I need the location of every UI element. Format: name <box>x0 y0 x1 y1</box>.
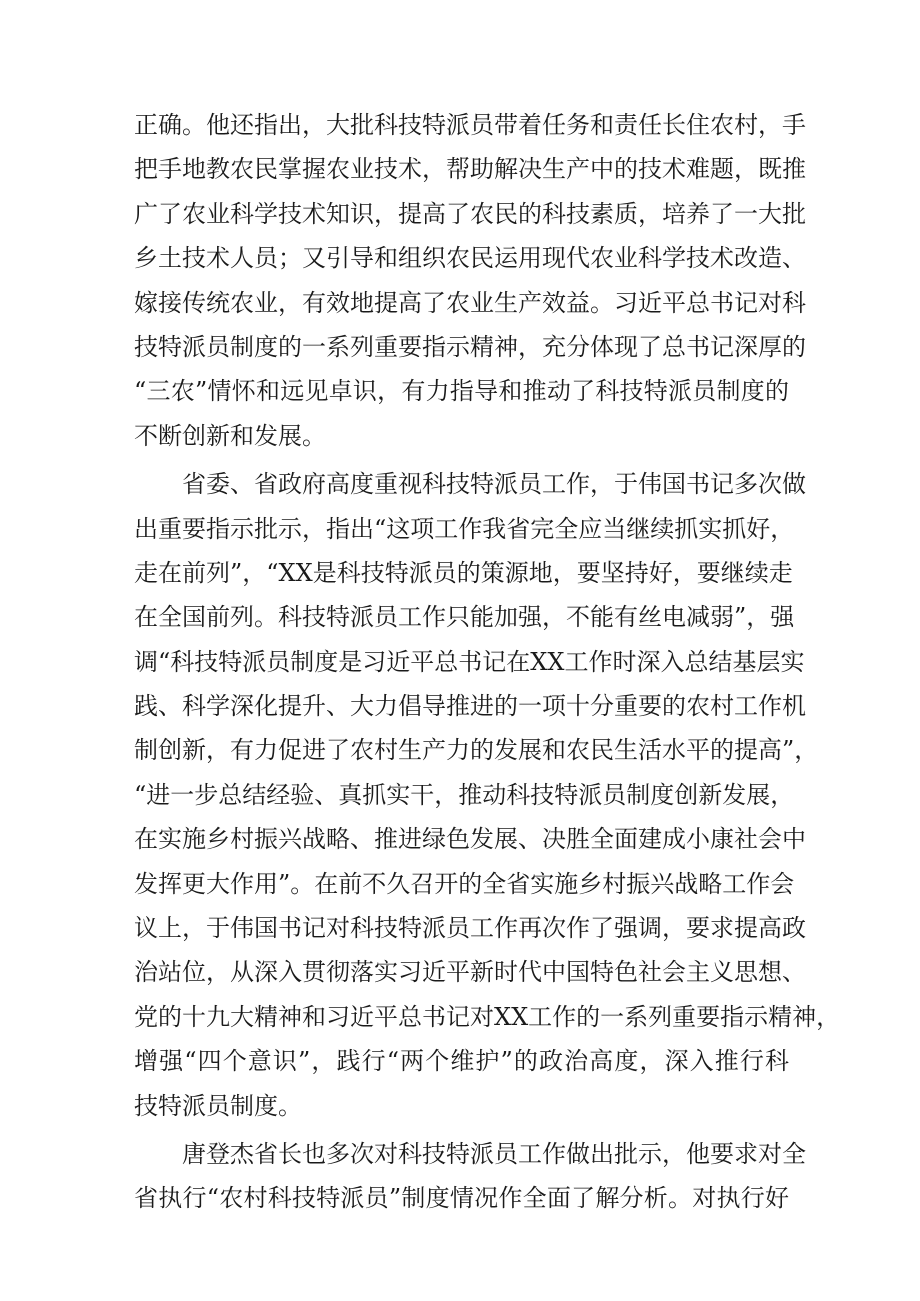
text-line: “三农”情怀和远见卓识，有力指导和推动了科技特派员制度的 <box>134 377 789 406</box>
text-line: 技特派员制度。 <box>134 1091 302 1120</box>
text-line: 不断创新和发展。 <box>134 421 326 450</box>
text-line: 省委、省政府高度重视科技特派员工作，于伟国书记多次做 <box>182 470 806 499</box>
text-line: 议上，于伟国书记对科技特派员工作再次作了强调，要求提高政 <box>134 914 806 943</box>
paragraph-2 <box>134 462 841 1128</box>
text-line: 乡土技术人员；又引导和组织农民运用现代农业科学技术改造、 <box>134 244 806 273</box>
text-line: 党的十九大精神和习近平总书记对XX工作的一系列重要指示精神， <box>134 1002 841 1031</box>
text-line: 走在前列”，“XX是科技特派员的策源地，要坚持好，要继续走 <box>134 558 793 587</box>
text-line: 治站位，从深入贯彻落实习近平新时代中国特色社会主义思想、 <box>134 958 806 987</box>
text-line: 技特派员制度的一系列重要指示精神，充分体现了总书记深厚的 <box>134 332 806 361</box>
text-line: 制创新，有力促进了农村生产力的发展和农民生活水平的提高”， <box>134 736 819 765</box>
document-body <box>134 103 841 1221</box>
text-line: 嫁接传统农业，有效地提高了农业生产效益。习近平总书记对科 <box>134 288 806 317</box>
text-line: “进一步总结经验、真抓实干，推动科技特派员制度创新发展， <box>134 780 795 809</box>
paragraph-3 <box>134 1132 806 1221</box>
text-line: 把手地教农民掌握农业技术，帮助解决生产中的技术难题，既推 <box>134 155 806 184</box>
text-line: 广了农业科学技术知识，提高了农民的科技素质，培养了一大批 <box>134 199 806 228</box>
text-line: 唐登杰省长也多次对科技特派员工作做出批示，他要求对全 <box>182 1139 806 1168</box>
text-line: 发挥更大作用”。在前不久召开的全省实施乡村振兴战略工作会 <box>134 869 795 898</box>
text-line: 调“科技特派员制度是习近平总书记在XX工作时深入总结基层实 <box>134 647 805 676</box>
text-line: 践、科学深化提升、大力倡导推进的一项十分重要的农村工作机 <box>134 692 806 721</box>
text-line: 在实施乡村振兴战略、推进绿色发展、决胜全面建成小康社会中 <box>134 825 806 854</box>
text-line: 增强“四个意识”，践行“两个维护”的政治高度，深入推行科 <box>134 1047 789 1076</box>
text-line: 正确。他还指出，大批科技特派员带着任务和责任长住农村，手 <box>134 111 806 139</box>
text-line: 在全国前列。科技特派员工作只能加强，不能有丝电减弱”，强 <box>134 603 795 632</box>
text-line: 出重要指示批示，指出“这项工作我省完全应当继续抓实抓好， <box>134 514 795 543</box>
text-line: 省执行“农村科技特派员”制度情况作全面了解分析。对执行好 <box>134 1184 789 1213</box>
paragraph-1 <box>134 103 806 458</box>
